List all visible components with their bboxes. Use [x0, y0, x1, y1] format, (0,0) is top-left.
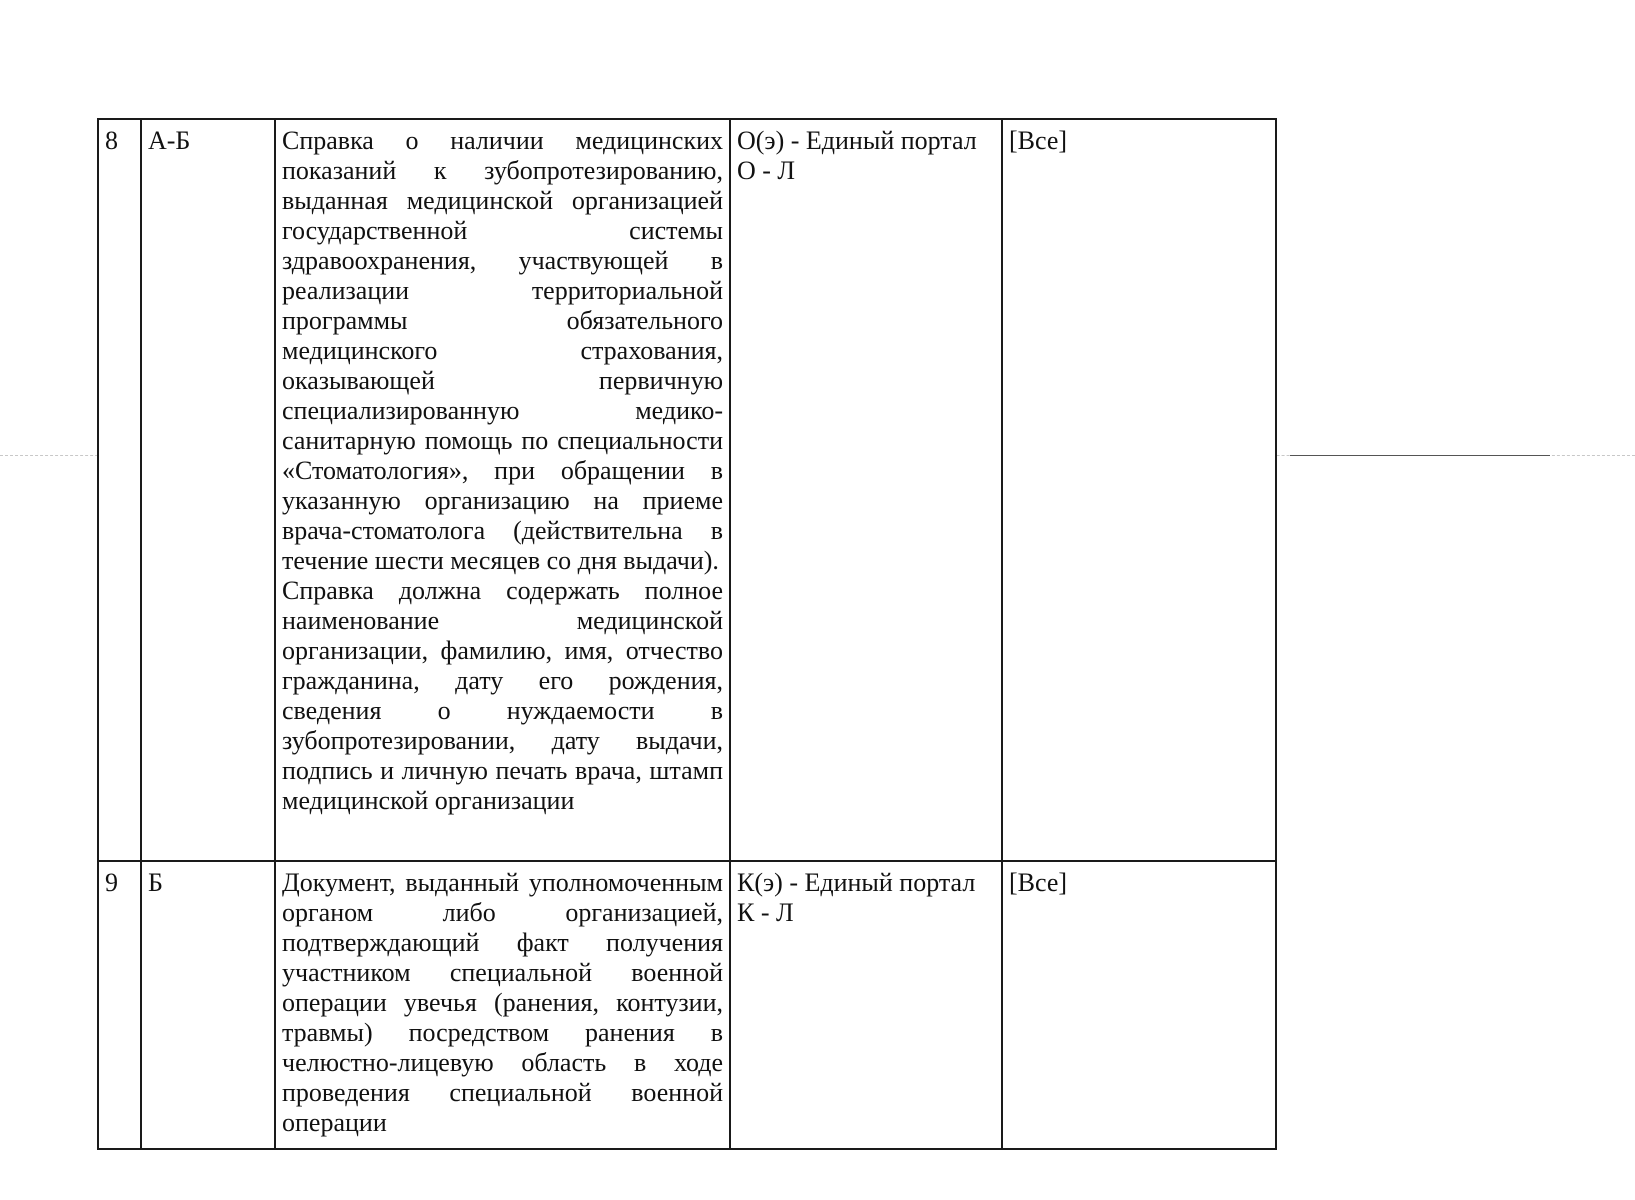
scan-artifact-mark — [1290, 455, 1550, 456]
submission-method-line: О - Л — [737, 156, 796, 185]
category-cell: Б — [141, 861, 275, 1149]
scope-cell: [Все] — [1002, 861, 1276, 1149]
description-cell — [275, 119, 730, 861]
submission-method-line: К - Л — [737, 898, 794, 927]
description-cell — [275, 861, 730, 1149]
submission-method-line: О(э) - Единый портал — [737, 126, 977, 155]
documents-table — [97, 118, 1277, 1150]
description-paragraph: Документ, выданный уполномоченным органом либо организацией, подтверждающий факт получения участником специальной военной операции увечья (ранения, контузии, травмы) посредством ранения в челюстно-лицевую область в ходе проведения специальной военной операции — [282, 868, 723, 1137]
table-row — [98, 119, 1276, 861]
row-number-cell: 9 — [98, 861, 141, 1149]
scope-cell: [Все] — [1002, 119, 1276, 861]
row-number-cell: 8 — [98, 119, 141, 861]
description-paragraph: Справка о наличии медицинских показаний к зубопротезированию, выданная медицинской организацией государственной системы здравоохранения, участвующей в реализации территориальной программы обязательного медицинского страхования, оказывающей первичную специализированную медико-санитарную помощь по специальности «Стоматология», при обращении в указанную организацию на приеме врача-стоматолога (действительна в течение шести месяцев со дня выдачи). — [282, 126, 723, 575]
submission-method-cell — [730, 119, 1002, 861]
table-row — [98, 861, 1276, 1149]
submission-method-cell — [730, 861, 1002, 1149]
submission-method-line: К(э) - Единый портал — [737, 868, 976, 897]
description-paragraph: Справка должна содержать полное наименование медицинской организации, фамилию, имя, отчество гражданина, дату его рождения, сведения о нуждаемости в зубопротезировании, дату выдачи, подпись и личную печать врача, штамп медицинской организации — [282, 576, 723, 815]
category-cell: А-Б — [141, 119, 275, 861]
